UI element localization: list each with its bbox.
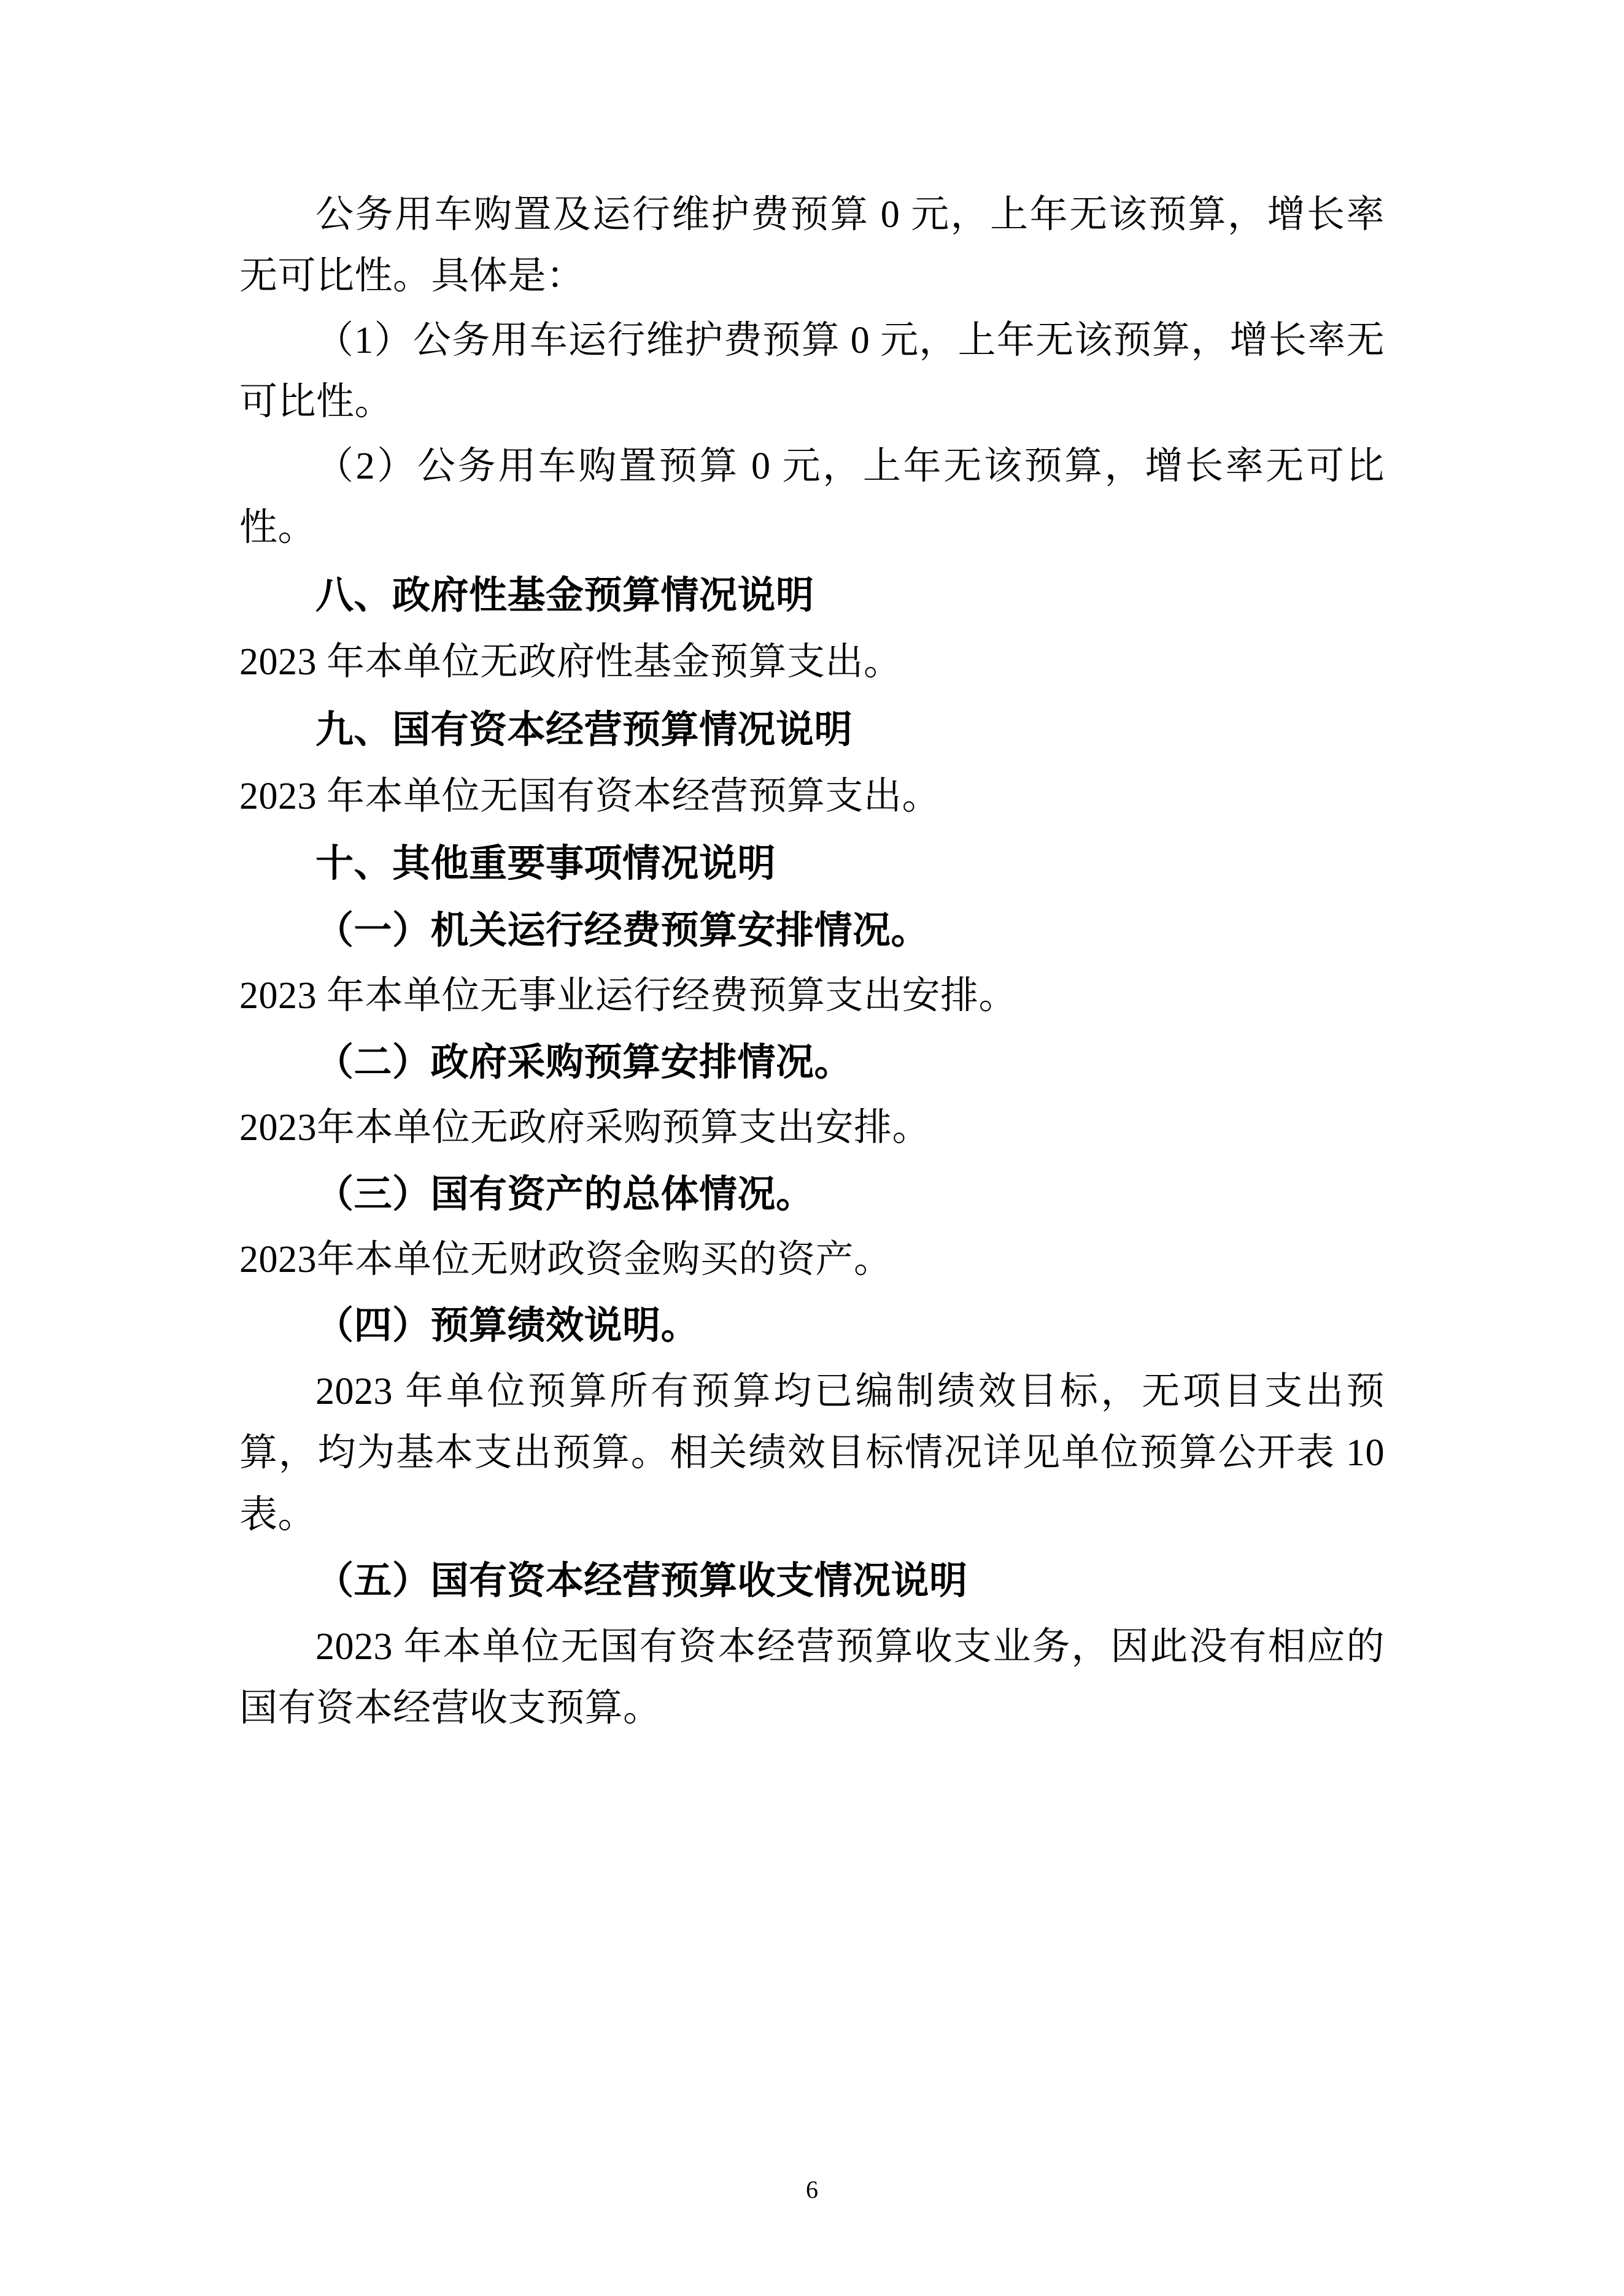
paragraph-vehicle-maintenance: （1）公务用车运行维护费预算 0 元，上年无该预算，增长率无可比性。 bbox=[239, 319, 1385, 423]
subheading-item-five: （五）国有资本经营预算收支情况说明 bbox=[315, 1560, 968, 1603]
subheading-item-three: （三）国有资产的总体情况。 bbox=[315, 1173, 814, 1215]
subheading-item-two: （二）政府采购预算安排情况。 bbox=[315, 1041, 853, 1084]
page-number: 6 bbox=[806, 2176, 818, 2203]
paragraph-item-three-body: 2023年本单位无财政资金购买的资产。 bbox=[239, 1239, 892, 1281]
paragraph-section-eight-body: 2023 年本单位无政府性基金预算支出。 bbox=[239, 641, 902, 684]
paragraph-item-two-body: 2023年本单位无政府采购预算支出安排。 bbox=[239, 1107, 931, 1149]
paragraph-vehicle-purchase: （2）公务用车购置预算 0 元，上年无该预算，增长率无可比性。 bbox=[239, 445, 1385, 549]
heading-section-eight: 八、政府性基金预算情况说明 bbox=[315, 574, 814, 617]
paragraph-item-four-body: 2023 年单位预算所有预算均已编制绩效目标，无项目支出预算，均为基本支出预算。相关绩效目标情况详见单位预算公开表 10 表。 bbox=[239, 1370, 1385, 1536]
heading-section-ten: 十、其他重要事项情况说明 bbox=[315, 843, 776, 885]
paragraph-vehicle-total: 公务用车购置及运行维护费预算 0 元，上年无该预算，增长率无可比性。具体是： bbox=[239, 194, 1385, 298]
heading-section-nine: 九、国有资本经营预算情况说明 bbox=[315, 709, 853, 751]
subheading-item-four: （四）预算绩效说明。 bbox=[315, 1305, 700, 1347]
document-body bbox=[239, 184, 1385, 1739]
subheading-item-one: （一）机关运行经费预算安排情况。 bbox=[315, 909, 930, 952]
paragraph-item-one-body: 2023 年本单位无事业运行经费预算支出安排。 bbox=[239, 975, 1018, 1017]
paragraph-item-five-body: 2023 年本单位无国有资本经营预算收支业务，因此没有相应的国有资本经营收支预算。 bbox=[239, 1625, 1385, 1730]
paragraph-section-nine-body: 2023 年本单位无国有资本经营预算支出。 bbox=[239, 775, 941, 817]
